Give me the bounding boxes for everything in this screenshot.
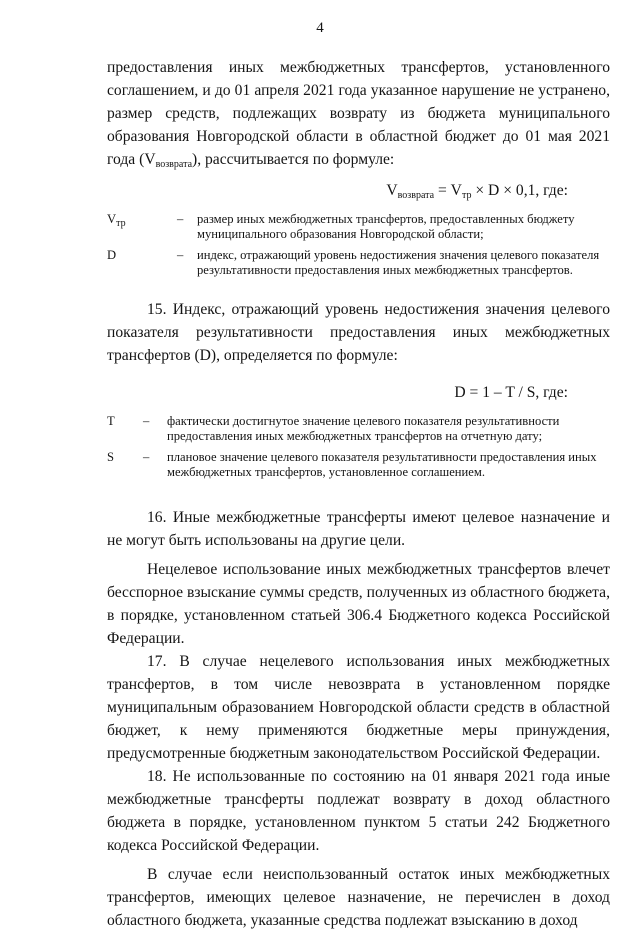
paragraph-18-remainder: В случае если неиспользованный остаток иных межбюджетных трансфертов, имеющих целевое назначение, не перечислен в доход областного бюджета, указанные средства подлежат взысканию в доход	[107, 866, 610, 929]
definition-symbol: T	[107, 414, 115, 428]
formula-v: V	[386, 182, 398, 199]
document-body	[107, 56, 610, 932]
formula-index: D = 1 – T / S, где:	[454, 384, 568, 401]
formula-v-subscript: возврата	[397, 190, 435, 201]
definition-dash: –	[143, 414, 150, 428]
definition-item	[107, 414, 610, 444]
paragraph-intro: предоставления иных межбюджетных трансфертов, установленного соглашением, и до 01 апреля 2021 года указанное нарушение не устранено, размер средств, подлежащих возврату из бюджета муниципального образования Новгородской области в областной бюджет до 01 мая 2021 года $(V_{возврата})$, рассчитывается по формуле:	[107, 59, 610, 170]
definitions-list-2	[107, 414, 610, 480]
definition-text: фактически достигнутое значение целевого показателя результативности предоставления иных межбюджетных трансфертов на отчетную дату;	[167, 414, 560, 443]
paragraph-16: 16. Иные межбюджетные трансферты имеют целевое назначение и не могут быть использованы на другие цели.	[107, 509, 610, 549]
definitions-list-1	[107, 212, 610, 278]
definition-symbol: D	[107, 248, 117, 262]
paragraph-intro-tail: ), рассчитывается по формуле:	[192, 151, 395, 168]
definition-item	[107, 450, 610, 480]
formula-eq: = V	[434, 182, 462, 199]
definition-text: размер иных межбюджетных трансфертов, предоставленных бюджету муниципального образования Новгородской области;	[197, 212, 575, 241]
paragraph-intro-text: предоставления иных межбюджетных трансфертов, установленного соглашением, и до 01 апреля 2021 года указанное нарушение не устранено, размер средств, подлежащих возврату из бюджета муниципального образования Новгородской области в областной бюджет до 01 мая 2021 года	[107, 59, 610, 168]
v-symbol: V	[144, 151, 156, 168]
definition-item	[107, 248, 610, 278]
paragraph-18: 18. Не использованные по состоянию на 01 января 2021 года иные межбюджетные трансферты подлежат возврату в доход областного бюджета в порядке, установленном пунктом 5 статьи 242 Бюджетного кодекса Российской Федерации.	[107, 768, 610, 854]
definition-dash: –	[177, 248, 184, 262]
definition-text: индекс, отражающий уровень недостижения значения целевого показателя результативности предоставления иных межбюджетных трансфертов.	[197, 248, 600, 277]
definition-dash: –	[177, 212, 184, 226]
paragraph-16-misuse: Нецелевое использование иных межбюджетных трансфертов влечет бесспорное взыскание суммы средств, полученных из областного бюджета, в порядке, установленном статьей 306.4 Бюджетного кодекса Российской Федерации.	[107, 561, 610, 647]
paragraph-15: 15. Индекс, отражающий уровень недостижения значения целевого показателя результативности предоставления иных межбюджетных трансфертов (D), определяется по формуле:	[107, 301, 610, 364]
paragraph-17: 17. В случае нецелевого использования иных межбюджетных трансфертов, в том числе невозврата в установленном порядке муниципальным образованием Новгородской области средств в областной бюджет, к нему применяются бюджетные меры принуждения, предусмотренные бюджетным законодательством Российской Федерации.	[107, 653, 610, 762]
definition-dash: –	[143, 450, 150, 464]
definition-symbol: $V_{тр}$	[107, 212, 126, 229]
formula-rest: × D × 0,1, где:	[471, 182, 568, 199]
formula-return-amount	[107, 179, 610, 202]
v-subscript: возврата	[155, 159, 193, 170]
formula-tr-subscript: тр	[461, 190, 472, 201]
definition-text: плановое значение целевого показателя результативности предоставления иных межбюджетных трансфертов, установленное соглашением.	[167, 450, 597, 479]
page-number: 4	[316, 20, 324, 36]
definition-symbol: S	[107, 450, 115, 464]
definition-item	[107, 212, 610, 242]
